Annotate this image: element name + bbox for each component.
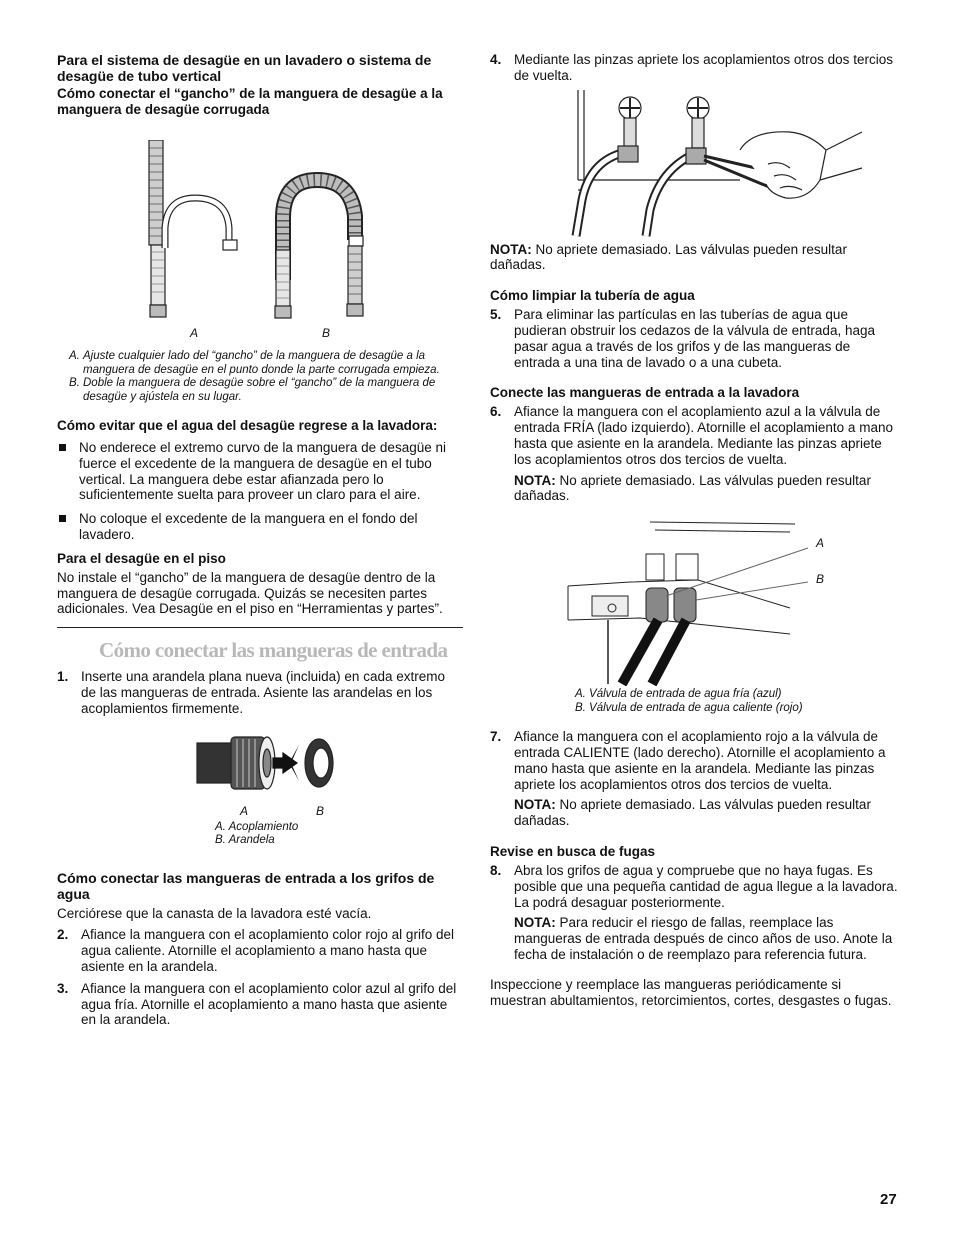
- bullet-item: No coloque el excedente de la manguera en el fondo del lavadero.: [57, 511, 463, 543]
- section-title: Cómo conectar las mangueras de entrada: [99, 638, 448, 663]
- fig1-captions: [69, 350, 459, 404]
- step-5: 5. Para eliminar las partículas en las tuberías de agua que pudieran obstruir los cedazos de la válvula de entrada, haga pasar agua a través de los grifos y de las mangueras de entrada a una tina de lavado o a una cubeta.: [490, 307, 875, 370]
- washer-figure: [57, 727, 463, 819]
- drain-hook-figure: [57, 140, 463, 350]
- fig4-label-b: B: [816, 572, 825, 587]
- fig4-caption-a: A. Válvula de entrada de agua fría (azul): [575, 688, 782, 701]
- note-2: NOTA: No apriete demasiado. Las válvulas pueden resultar dañadas.: [514, 472, 871, 504]
- fig4-label-a: A: [816, 536, 825, 551]
- inspection-text: Inspeccione y reemplace las mangueras periódicamente si muestran abultamientos, retorcimientos, cortes, desgastes o fugas.: [490, 976, 892, 1008]
- check-leaks-heading: Revise en busca de fugas: [490, 843, 656, 859]
- clean-water-line-heading: Cómo limpiar la tubería de agua: [490, 288, 695, 304]
- fig1-label-b: B: [322, 326, 331, 340]
- faucet-connection-heading: Cómo conectar las mangueras de entrada a los grifos de agua: [57, 869, 435, 902]
- pliers-tightening-illustration: [490, 90, 898, 238]
- drain-hook-illustration: [57, 140, 463, 336]
- connect-to-washer-heading: Conecte las mangueras de entrada a la lavadora: [490, 385, 800, 401]
- coupling-washer-illustration: [57, 727, 463, 801]
- floor-drain-heading: Para el desagüe en el piso: [57, 550, 226, 566]
- note-4: NOTA: Para reducir el riesgo de fallas, reemplace las mangueras de entrada después de cinco años de uso. Anote la fecha de instalación o de reemplazo para referencia futura.: [514, 915, 893, 962]
- fig4-caption-b: B. Válvula de entrada de agua caliente (rojo): [575, 701, 803, 714]
- floor-drain-text: No instale el “gancho” de la manguera de desagüe dentro de la manguera de desagüe corrugada. Quizás se necesiten partes adicionales. Vea Desagüe en el piso en “Herramientas y partes”.: [57, 569, 443, 617]
- note-3: NOTA: No apriete demasiado. Las válvulas pueden resultar dañadas.: [514, 797, 871, 829]
- fig1-caption-b: B. Doble la manguera de desagüe sobre el “gancho” de la manguera de desagüe y ajústela en su lugar.: [69, 377, 436, 403]
- pliers-figure: [490, 90, 898, 242]
- right-column: [490, 52, 898, 1008]
- bullet-item: No enderece el extremo curvo de la manguera de desagüe ni fuerce el excedente de la manguera de desagüe en el tubo vertical. La manguera debe estar afianzada pero lo suficientemente suelta para proveer un claro para el aire.: [57, 440, 463, 503]
- left-column: [57, 52, 463, 1028]
- section-divider: [57, 627, 463, 628]
- step-4: 4. Mediante las pinzas apriete los acoplamientos otros dos tercios de vuelta.: [490, 52, 893, 83]
- fig2-caption-b: B. Arandela: [215, 834, 275, 847]
- drain-system-heading: Para el sistema de desagüe en un lavadero o sistema de desagüe de tubo vertical: [57, 52, 432, 84]
- fig2-label-b: B: [316, 803, 325, 818]
- step-7: 7. Afiance la manguera con el acoplamiento rojo a la válvula de entrada CALIENTE (lado derecho). Atornille el acoplamiento a mano hasta que asiente en la arandela. Mediante las pinzas apriete los acoplamientos otros dos tercios de vuelta.: [490, 729, 886, 792]
- step-8: 8. Abra los grifos de agua y compruebe que no haya fugas. Es posible que una pequeña cantidad de agua llegue a la lavadora. La podrá desaguar posteriormente.: [490, 862, 898, 910]
- fig1-caption-a: A. Ajuste cualquier lado del “gancho” de la manguera de desagüe a la manguera de desagüe en el punto donde la parte corrugada empieza.: [69, 350, 440, 376]
- fig1-label-a: A: [190, 326, 199, 340]
- hook-connection-subheading: Cómo conectar el “gancho” de la manguera de desagüe a la manguera de desagüe corrugada: [57, 86, 443, 117]
- step-6: 6. Afiance la manguera con el acoplamiento azul a la válvula de entrada FRÍA (lado izquierdo). Atornille el acoplamiento a mano hasta que asiente en la arandela. Mediante las pinzas apriete los acoplamientos otros dos tercios de vuelta.: [490, 404, 893, 467]
- fig2-label-a: A: [240, 803, 249, 818]
- inlet-valves-illustration: [490, 516, 898, 686]
- step-1: 1. Inserte una arandela plana nueva (incluida) en cada extremo de las mangueras de entrada. Asiente las arandelas en los acoplamientos firmemente.: [57, 669, 445, 716]
- step-2: 2. Afiance la manguera con el acoplamiento color rojo al grifo del agua caliente. Atornille el acoplamiento a mano hasta que asiente en la arandela.: [57, 927, 454, 974]
- fig2-captions: [215, 821, 463, 848]
- prevent-backflow-heading: Cómo evitar que el agua del desagüe regrese a la lavadora:: [57, 418, 438, 433]
- fig2-caption-a: A. Acoplamiento: [215, 820, 299, 833]
- note-1: NOTA: No apriete demasiado. Las válvulas pueden resultar dañadas.: [490, 241, 847, 273]
- empty-basket-text: Cerciórese que la canasta de la lavadora esté vacía.: [57, 905, 372, 921]
- inlet-valves-figure: [490, 516, 898, 696]
- step-3: 3. Afiance la manguera con el acoplamiento color azul al grifo del agua fría. Atornille el acoplamiento a mano hasta que asiente en la arandela.: [57, 980, 457, 1028]
- page-number: 27: [880, 1191, 897, 1208]
